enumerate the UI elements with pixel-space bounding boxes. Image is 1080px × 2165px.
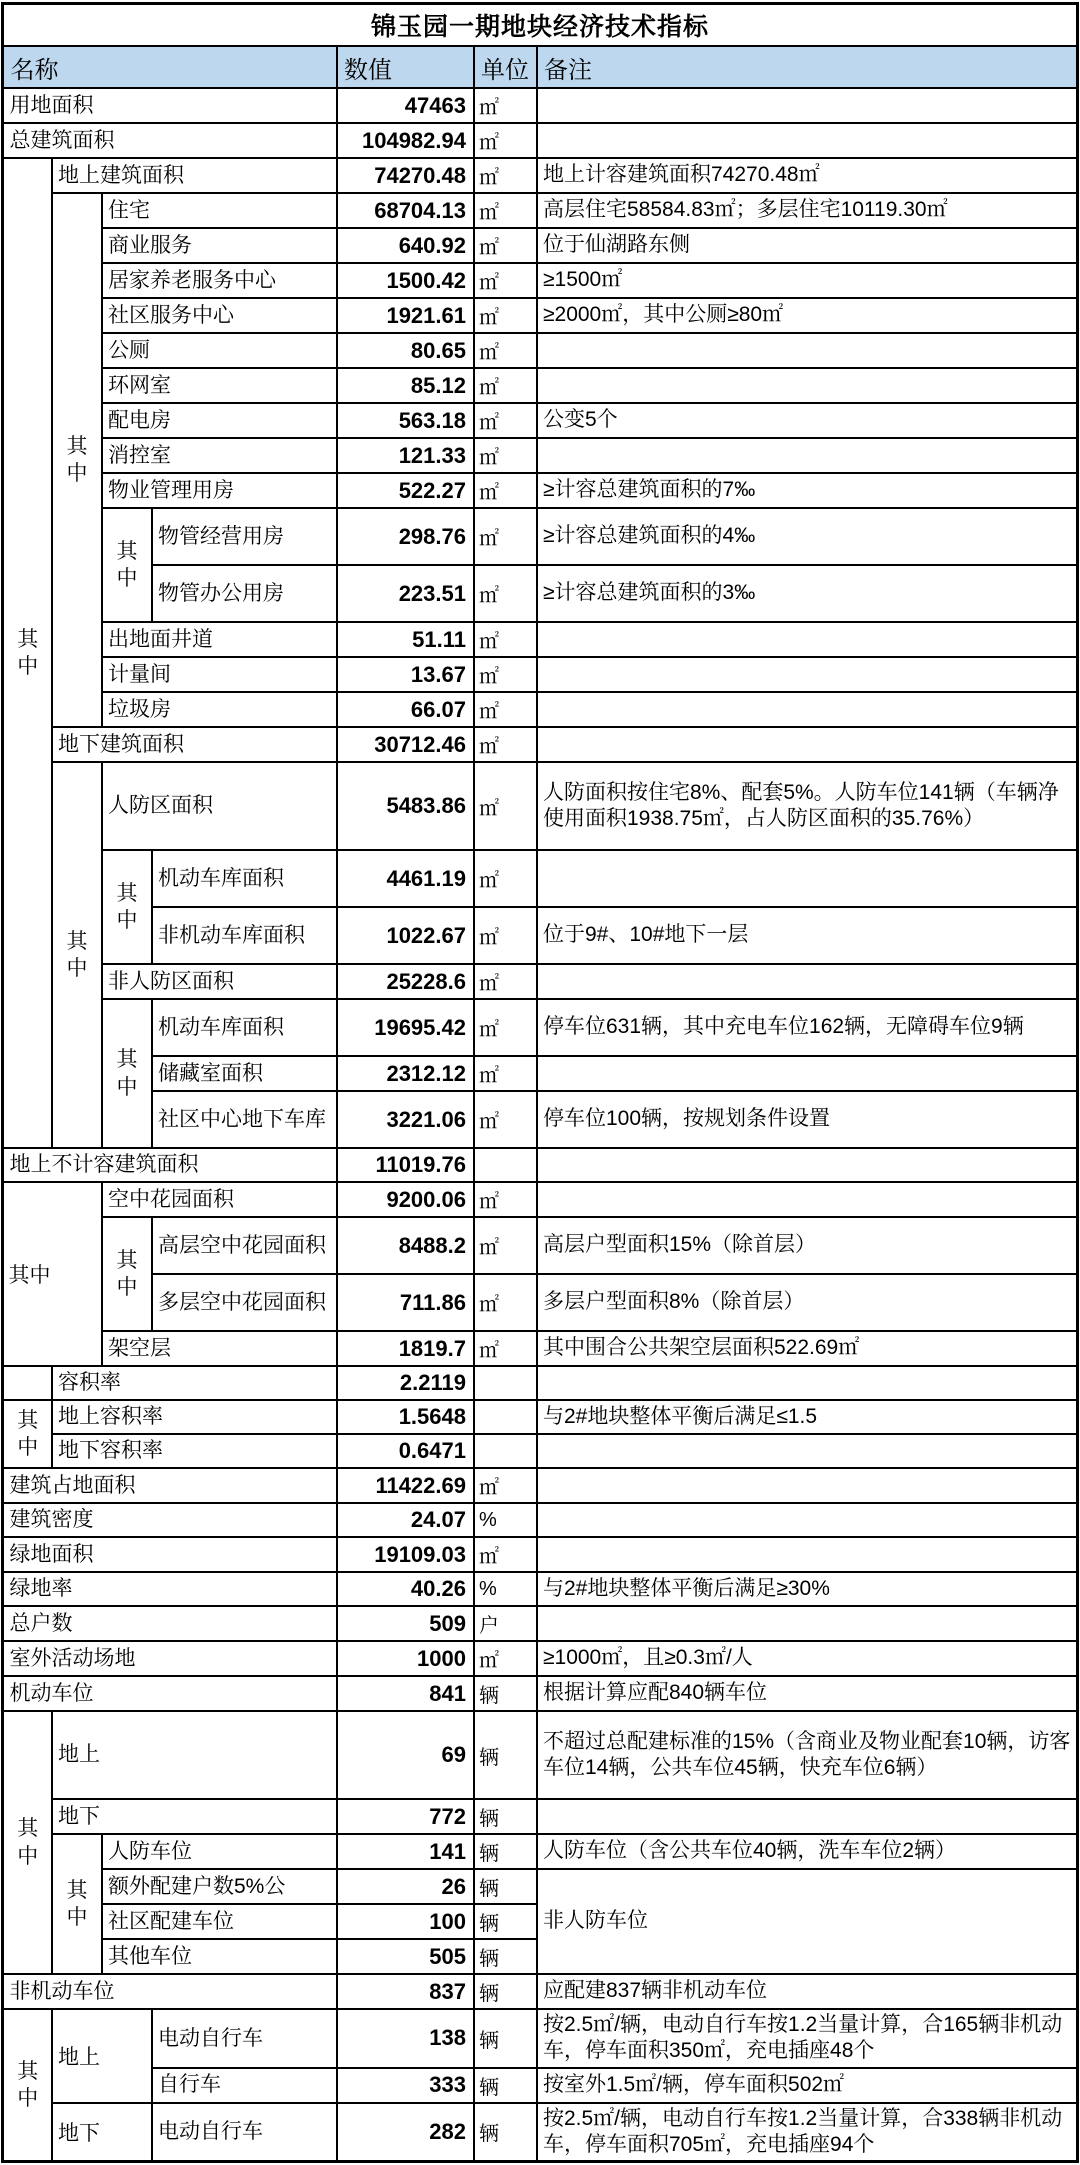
- unit-cell: ㎡: [474, 508, 537, 565]
- table-row: [3, 850, 1077, 907]
- name-cell: 总户数: [3, 1606, 337, 1641]
- name-cell: 住宅: [102, 193, 337, 228]
- remark-cell: 根据计算应配840辆车位: [537, 1676, 1077, 1711]
- value-cell: 138: [337, 2009, 474, 2068]
- remark-cell: [537, 657, 1077, 692]
- group-cell: 地下: [52, 2103, 152, 2162]
- value-cell: 4461.19: [337, 850, 474, 907]
- name-cell: 社区中心地下车库: [152, 1091, 337, 1148]
- value-cell: 1.5648: [337, 1400, 474, 1434]
- name-cell: 机动车库面积: [152, 850, 337, 907]
- value-cell: 1500.42: [337, 263, 474, 298]
- unit-cell: ㎡: [474, 228, 537, 263]
- table-row: [3, 657, 1077, 692]
- remark-cell: 地上计容建筑面积74270.48㎡: [537, 158, 1077, 193]
- remark-cell: [537, 727, 1077, 762]
- table-row: [3, 1091, 1077, 1148]
- merge-label: 其中: [17, 627, 39, 678]
- table-row: [3, 333, 1077, 368]
- unit-cell: [474, 1400, 537, 1434]
- unit-cell: 辆: [474, 2068, 537, 2103]
- value-cell: 68704.13: [337, 193, 474, 228]
- value-cell: 66.07: [337, 692, 474, 727]
- unit-cell: 户: [474, 1606, 537, 1641]
- value-cell: 0.6471: [337, 1434, 474, 1468]
- merge-label: 其中: [17, 1817, 39, 1868]
- unit-cell: ㎡: [474, 1274, 537, 1331]
- name-cell: 绿地率: [3, 1572, 337, 1606]
- name-cell: 其他车位: [102, 1939, 337, 1974]
- unit-cell: [474, 1148, 537, 1182]
- name-cell: 非机动车库面积: [152, 907, 337, 964]
- remark-cell: [537, 1606, 1077, 1641]
- merge-label-cell: [3, 158, 52, 1148]
- table-row: [3, 1182, 1077, 1217]
- value-cell: 640.92: [337, 228, 474, 263]
- table-row: [3, 1869, 1077, 1904]
- value-cell: 19695.42: [337, 999, 474, 1056]
- remark-cell: [537, 438, 1077, 473]
- merge-label-cell: 其中: [3, 1182, 102, 1366]
- unit-cell: ㎡: [474, 1091, 537, 1148]
- remark-cell: 停车位631辆，其中充电车位162辆，无障碍车位9辆: [537, 999, 1077, 1056]
- table-row: [3, 473, 1077, 508]
- unit-cell: %: [474, 1503, 537, 1537]
- value-cell: 223.51: [337, 565, 474, 622]
- value-cell: 24.07: [337, 1503, 474, 1537]
- name-cell: 计量间: [102, 657, 337, 692]
- value-cell: 9200.06: [337, 1182, 474, 1217]
- name-cell: 社区配建车位: [102, 1904, 337, 1939]
- table-row: [3, 1834, 1077, 1869]
- table-row: [3, 1606, 1077, 1641]
- table-row: [3, 1711, 1077, 1799]
- table-row: [3, 1434, 1077, 1468]
- unit-cell: 辆: [474, 1939, 537, 1974]
- remark-cell: [537, 1056, 1077, 1091]
- remark-cell: 与2#地块整体平衡后满足≤1.5: [537, 1400, 1077, 1434]
- merge-label-cell: [102, 850, 152, 964]
- name-cell: 建筑密度: [3, 1503, 337, 1537]
- name-cell: 高层空中花园面积: [152, 1217, 337, 1274]
- table-row: [3, 1572, 1077, 1606]
- table-row: [3, 88, 1077, 123]
- unit-cell: [474, 1366, 537, 1400]
- name-cell: 多层空中花园面积: [152, 1274, 337, 1331]
- table-row: [3, 692, 1077, 727]
- value-cell: 69: [337, 1711, 474, 1799]
- value-cell: 26: [337, 1869, 474, 1904]
- table-row: [3, 263, 1077, 298]
- name-cell: 非人防区面积: [102, 964, 337, 999]
- merge-label: 其中: [66, 434, 88, 485]
- table-row: [3, 964, 1077, 999]
- unit-cell: ㎡: [474, 762, 537, 850]
- unit-cell: ㎡: [474, 727, 537, 762]
- merge-label: 其中: [116, 539, 138, 590]
- name-cell: 室外活动场地: [3, 1641, 337, 1676]
- remark-cell: ≥计容总建筑面积的3‰: [537, 565, 1077, 622]
- value-cell: 121.33: [337, 438, 474, 473]
- value-cell: 5483.86: [337, 762, 474, 850]
- unit-cell: ㎡: [474, 298, 537, 333]
- table-row: [3, 1366, 1077, 1400]
- unit-cell: ㎡: [474, 193, 537, 228]
- name-cell: 非机动车位: [3, 1974, 337, 2009]
- remark-cell: [537, 692, 1077, 727]
- unit-cell: ㎡: [474, 964, 537, 999]
- merge-label: 其中: [17, 2059, 39, 2110]
- unit-cell: ㎡: [474, 907, 537, 964]
- value-cell: 522.27: [337, 473, 474, 508]
- table-row: [3, 508, 1077, 565]
- name-cell: 地下容积率: [52, 1434, 337, 1468]
- unit-cell: ㎡: [474, 88, 537, 123]
- remark-cell: [537, 1503, 1077, 1537]
- column-header-value: 数值: [337, 46, 474, 88]
- table-row: [3, 907, 1077, 964]
- unit-cell: ㎡: [474, 1331, 537, 1366]
- column-header-name: 名称: [3, 46, 337, 88]
- merge-label-cell: [52, 762, 102, 1148]
- unit-cell: ㎡: [474, 1537, 537, 1572]
- value-cell: 141: [337, 1834, 474, 1869]
- merge-label: 其中: [17, 1408, 39, 1459]
- unit-cell: 辆: [474, 1869, 537, 1904]
- remark-cell: 公变5个: [537, 403, 1077, 438]
- name-cell: 人防区面积: [102, 762, 337, 850]
- table-row: [3, 1056, 1077, 1091]
- remark-cell: 与2#地块整体平衡后满足≥30%: [537, 1572, 1077, 1606]
- table-row: [3, 2009, 1077, 2068]
- remark-cell: 停车位100辆，按规划条件设置: [537, 1091, 1077, 1148]
- unit-cell: 辆: [474, 1799, 537, 1834]
- name-cell: 建筑占地面积: [3, 1468, 337, 1503]
- remark-cell: [537, 1148, 1077, 1182]
- value-cell: 25228.6: [337, 964, 474, 999]
- unit-cell: ㎡: [474, 1217, 537, 1274]
- remark-cell: [537, 964, 1077, 999]
- table-row: [3, 1148, 1077, 1182]
- value-cell: 1000: [337, 1641, 474, 1676]
- unit-cell: ㎡: [474, 403, 537, 438]
- merge-label: 其中: [66, 1878, 88, 1929]
- name-cell: 环网室: [102, 368, 337, 403]
- name-cell: 机动车位: [3, 1676, 337, 1711]
- unit-cell: ㎡: [474, 565, 537, 622]
- remark-cell: [537, 1434, 1077, 1468]
- unit-cell: [474, 1434, 537, 1468]
- name-cell: 人防车位: [102, 1834, 337, 1869]
- value-cell: 11019.76: [337, 1148, 474, 1182]
- remark-cell: 人防面积按住宅8%、配套5%。人防车位141辆（车辆净使用面积1938.75㎡，占人防区面积的35.76%）: [537, 762, 1077, 850]
- remark-cell: [537, 622, 1077, 657]
- unit-cell: ㎡: [474, 123, 537, 158]
- remark-cell: [537, 1182, 1077, 1217]
- remark-cell: [537, 123, 1077, 158]
- unit-cell: ㎡: [474, 692, 537, 727]
- remark-cell: 应配建837辆非机动车位: [537, 1974, 1077, 2009]
- merge-label-cell: [52, 193, 102, 727]
- table-row: [3, 368, 1077, 403]
- remark-cell: ≥1000㎡，且≥0.3㎡/人: [537, 1641, 1077, 1676]
- value-cell: 3221.06: [337, 1091, 474, 1148]
- value-cell: 51.11: [337, 622, 474, 657]
- value-cell: 104982.94: [337, 123, 474, 158]
- remark-cell: ≥1500㎡: [537, 263, 1077, 298]
- name-cell: 电动自行车: [152, 2103, 337, 2162]
- table-row: [3, 298, 1077, 333]
- remark-cell: [537, 368, 1077, 403]
- merge-label-cell: [102, 508, 152, 622]
- value-cell: 13.67: [337, 657, 474, 692]
- unit-cell: ㎡: [474, 438, 537, 473]
- name-cell: 电动自行车: [152, 2009, 337, 2068]
- table-row: [3, 4, 1077, 47]
- name-cell: 机动车库面积: [152, 999, 337, 1056]
- remark-cell: 其中围合公共架空层面积522.69㎡: [537, 1331, 1077, 1366]
- table-row: [3, 2103, 1077, 2162]
- value-cell: 298.76: [337, 508, 474, 565]
- table-row: [3, 1537, 1077, 1572]
- name-cell: 架空层: [102, 1331, 337, 1366]
- unit-cell: 辆: [474, 1904, 537, 1939]
- table-row: [3, 1217, 1077, 1274]
- value-cell: 563.18: [337, 403, 474, 438]
- unit-cell: 辆: [474, 1974, 537, 2009]
- value-cell: 1921.61: [337, 298, 474, 333]
- remark-cell: 高层户型面积15%（除首层）: [537, 1217, 1077, 1274]
- empty-cell: [3, 1366, 52, 1400]
- value-cell: 47463: [337, 88, 474, 123]
- table-row: [3, 228, 1077, 263]
- unit-cell: ㎡: [474, 263, 537, 298]
- table-row: [3, 1641, 1077, 1676]
- name-cell: 自行车: [152, 2068, 337, 2103]
- remark-cell: ≥2000㎡，其中公厕≥80㎡: [537, 298, 1077, 333]
- unit-cell: 辆: [474, 1676, 537, 1711]
- merge-label: 其中: [116, 881, 138, 932]
- table-row: [3, 727, 1077, 762]
- value-cell: 772: [337, 1799, 474, 1834]
- unit-cell: 辆: [474, 1711, 537, 1799]
- table-row: [3, 438, 1077, 473]
- remark-cell: 非人防车位: [537, 1869, 1077, 1974]
- name-cell: 地上建筑面积: [52, 158, 337, 193]
- remark-cell: 高层住宅58584.83㎡；多层住宅10119.30㎡: [537, 193, 1077, 228]
- name-cell: 地下建筑面积: [52, 727, 337, 762]
- value-cell: 40.26: [337, 1572, 474, 1606]
- table-row: [3, 1468, 1077, 1503]
- table-row: [3, 622, 1077, 657]
- value-cell: 505: [337, 1939, 474, 1974]
- remark-cell: 多层户型面积8%（除首层）: [537, 1274, 1077, 1331]
- name-cell: 公厕: [102, 333, 337, 368]
- name-cell: 储藏室面积: [152, 1056, 337, 1091]
- remark-cell: [537, 1799, 1077, 1834]
- name-cell: 出地面井道: [102, 622, 337, 657]
- merge-label: 其中: [66, 929, 88, 980]
- name-cell: 居家养老服务中心: [102, 263, 337, 298]
- column-header-remark: 备注: [537, 46, 1077, 88]
- value-cell: 282: [337, 2103, 474, 2162]
- merge-label-cell: [102, 1217, 152, 1331]
- value-cell: 711.86: [337, 1274, 474, 1331]
- table-row: [3, 762, 1077, 850]
- value-cell: 1022.67: [337, 907, 474, 964]
- table-row: [3, 1331, 1077, 1366]
- name-cell: 地下: [52, 1799, 337, 1834]
- indicators-table: [1, 2, 1078, 2163]
- remark-cell: 位于仙湖路东侧: [537, 228, 1077, 263]
- column-header-unit: 单位: [474, 46, 537, 88]
- name-cell: 地上: [52, 1711, 337, 1799]
- unit-cell: 辆: [474, 2103, 537, 2162]
- name-cell: 物业管理用房: [102, 473, 337, 508]
- unit-cell: ㎡: [474, 1641, 537, 1676]
- name-cell: 社区服务中心: [102, 298, 337, 333]
- value-cell: 80.65: [337, 333, 474, 368]
- remark-cell: [537, 88, 1077, 123]
- value-cell: 85.12: [337, 368, 474, 403]
- value-cell: 8488.2: [337, 1217, 474, 1274]
- remark-cell: 人防车位（含公共车位40辆，洗车车位2辆）: [537, 1834, 1077, 1869]
- table-row: [3, 1400, 1077, 1434]
- unit-cell: ㎡: [474, 368, 537, 403]
- group-cell: 地上: [52, 2009, 152, 2103]
- value-cell: 837: [337, 1974, 474, 2009]
- unit-cell: ㎡: [474, 622, 537, 657]
- remark-cell: [537, 1537, 1077, 1572]
- value-cell: 333: [337, 2068, 474, 2103]
- merge-label: 其中: [116, 1048, 138, 1099]
- merge-label-cell: [3, 2009, 52, 2162]
- table-row: [3, 1974, 1077, 2009]
- table-row: [3, 123, 1077, 158]
- unit-cell: 辆: [474, 2009, 537, 2068]
- remark-cell: [537, 850, 1077, 907]
- table-row: [3, 158, 1077, 193]
- name-cell: 总建筑面积: [3, 123, 337, 158]
- unit-cell: ㎡: [474, 1468, 537, 1503]
- value-cell: 19109.03: [337, 1537, 474, 1572]
- merge-label-cell: [52, 1834, 102, 1974]
- value-cell: 2312.12: [337, 1056, 474, 1091]
- table-row: [3, 193, 1077, 228]
- unit-cell: ㎡: [474, 158, 537, 193]
- merge-label-cell: [3, 1400, 52, 1468]
- remark-cell: 按2.5㎡/辆，电动自行车按1.2当量计算，合165辆非机动车，停车面积350㎡，充电插座48个: [537, 2009, 1077, 2068]
- remark-cell: ≥计容总建筑面积的4‰: [537, 508, 1077, 565]
- remark-cell: ≥计容总建筑面积的7‰: [537, 473, 1077, 508]
- name-cell: 空中花园面积: [102, 1182, 337, 1217]
- table-row: [3, 565, 1077, 622]
- table-row: [3, 1676, 1077, 1711]
- value-cell: 74270.48: [337, 158, 474, 193]
- name-cell: 垃圾房: [102, 692, 337, 727]
- table-row: [3, 1799, 1077, 1834]
- name-cell: 商业服务: [102, 228, 337, 263]
- value-cell: 30712.46: [337, 727, 474, 762]
- name-cell: 容积率: [52, 1366, 337, 1400]
- name-cell: 用地面积: [3, 88, 337, 123]
- remark-cell: [537, 1366, 1077, 1400]
- name-cell: 地上不计容建筑面积: [3, 1148, 337, 1182]
- table-row: [3, 403, 1077, 438]
- unit-cell: ㎡: [474, 657, 537, 692]
- unit-cell: 辆: [474, 1834, 537, 1869]
- remark-cell: 位于9#、10#地下一层: [537, 907, 1077, 964]
- value-cell: 100: [337, 1904, 474, 1939]
- table-row: [3, 46, 1077, 88]
- unit-cell: %: [474, 1572, 537, 1606]
- merge-label-cell: [102, 999, 152, 1148]
- remark-cell: 按室外1.5㎡/辆，停车面积502㎡: [537, 2068, 1077, 2103]
- value-cell: 841: [337, 1676, 474, 1711]
- merge-label-cell: [3, 1711, 52, 1974]
- name-cell: 配电房: [102, 403, 337, 438]
- unit-cell: ㎡: [474, 850, 537, 907]
- value-cell: 509: [337, 1606, 474, 1641]
- name-cell: 额外配建户数5%公: [102, 1869, 337, 1904]
- name-cell: 物管经营用房: [152, 508, 337, 565]
- table-row: [3, 1503, 1077, 1537]
- remark-cell: 按2.5㎡/辆，电动自行车按1.2当量计算，合338辆非机动车，停车面积705㎡，充电插座94个: [537, 2103, 1077, 2162]
- table-row: [3, 1274, 1077, 1331]
- unit-cell: ㎡: [474, 333, 537, 368]
- name-cell: 地上容积率: [52, 1400, 337, 1434]
- page-title: 锦玉园一期地块经济技术指标: [3, 4, 1077, 47]
- merge-label: 其中: [116, 1248, 138, 1299]
- name-cell: 物管办公用房: [152, 565, 337, 622]
- name-cell: 消控室: [102, 438, 337, 473]
- value-cell: 11422.69: [337, 1468, 474, 1503]
- value-cell: 2.2119: [337, 1366, 474, 1400]
- unit-cell: ㎡: [474, 1182, 537, 1217]
- unit-cell: ㎡: [474, 1056, 537, 1091]
- remark-cell: 不超过总配建标准的15%（含商业及物业配套10辆，访客车位14辆，公共车位45辆，快充车位6辆）: [537, 1711, 1077, 1799]
- remark-cell: [537, 333, 1077, 368]
- name-cell: 绿地面积: [3, 1537, 337, 1572]
- table-row: [3, 2068, 1077, 2103]
- value-cell: 1819.7: [337, 1331, 474, 1366]
- unit-cell: ㎡: [474, 473, 537, 508]
- unit-cell: ㎡: [474, 999, 537, 1056]
- remark-cell: [537, 1468, 1077, 1503]
- table-row: [3, 999, 1077, 1056]
